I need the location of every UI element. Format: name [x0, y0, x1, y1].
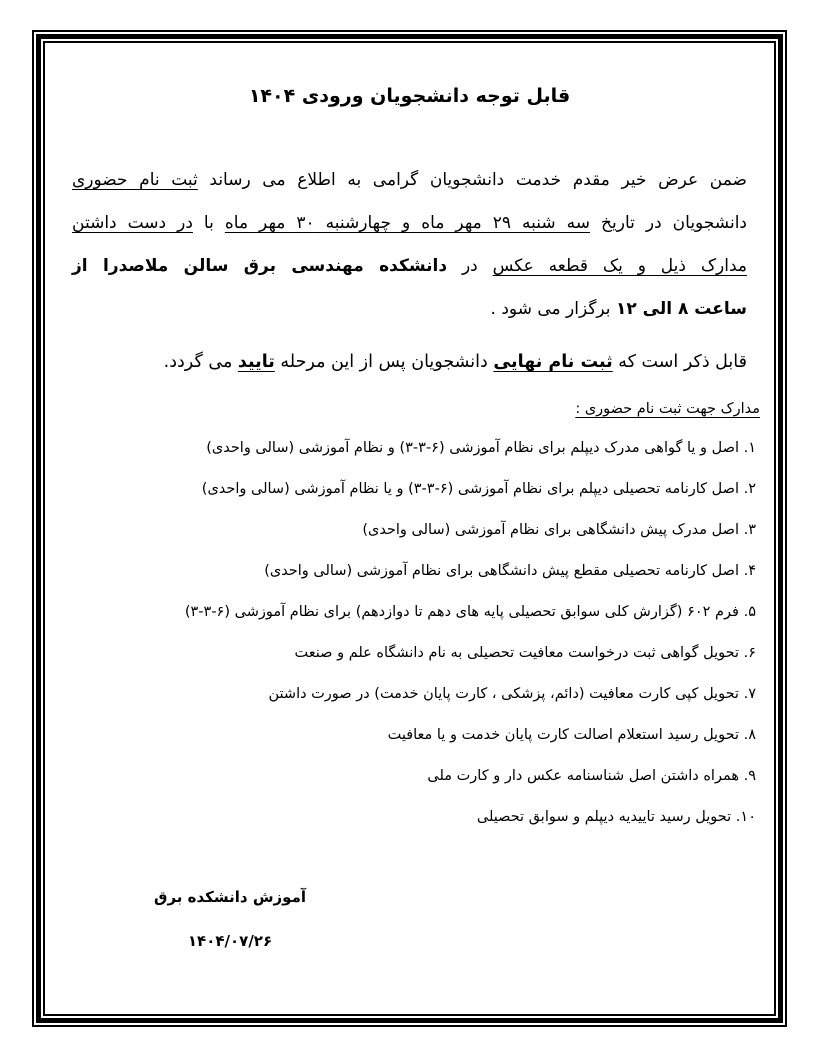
document-list-item-4: ۴. اصل کارنامه تحصیلی مقطع پیش دانشگاهی برای نظام آموزشی (سالی واحدی): [264, 563, 756, 579]
document-list-item-5: ۵. فرم ۶۰۲ (گزارش کلی سوابق تحصیلی پایه های دهم تا دوازدهم) برای نظام آموزشی (۶-۳-۳): [184, 604, 756, 620]
notice-title: قابل توجه دانشجویان ورودی ۱۴۰۴: [248, 85, 571, 107]
signature-date: ۱۴۰۴/۰۷/۲۶: [187, 932, 273, 950]
page-border-thick-line: [36, 34, 783, 1023]
document-list-item-7: ۷. تحویل کپی کارت معافیت (دائم، پزشکی ، کارت پایان خدمت) در صورت داشتن: [268, 686, 756, 702]
document-list-item-2: ۲. اصل کارنامه تحصیلی دیپلم برای نظام آموزشی (۶-۳-۳) و یا نظام آموزشی (سالی واحدی): [201, 481, 756, 497]
intro-line-3: [72, 245, 747, 288]
text-segment: مدارک ذیل و یک قطعه عکس: [492, 256, 747, 276]
final-registration-note: [72, 341, 747, 384]
document-list-item-3: ۳. اصل مدرک پیش دانشگاهی برای نظام آموزشی (سالی واحدی): [362, 522, 756, 538]
signature-department: آموزش دانشکده برق: [154, 888, 306, 906]
document-list-item-8: ۸. تحویل رسید استعلام اصالت کارت پایان خدمت و یا معافیت: [387, 727, 756, 743]
text-segment: دانشجویان پس از این مرحله: [274, 352, 494, 372]
document-list-item-9: ۹. همراه داشتن اصل شناسنامه عکس دار و کارت ملی: [427, 768, 756, 784]
text-segment: در: [447, 256, 493, 276]
document-list-item-6: ۶. تحویل گواهی ثبت درخواست معافیت تحصیلی به نام دانشگاه علم و صنعت: [294, 645, 756, 661]
page-border-frame: [32, 30, 787, 1027]
text-segment: دانشجویان در تاریخ: [590, 213, 747, 233]
text-segment: در دست داشتن: [72, 213, 193, 233]
documents-list: [72, 428, 756, 838]
intro-line-1: [72, 159, 747, 202]
documents-heading: مدارک جهت ثبت نام حضوری :: [575, 401, 760, 417]
text-segment: تایید: [237, 352, 275, 372]
document-list-item-10: ۱۰. تحویل رسید تاییدیه دیپلم و سوابق تحصیلی: [476, 809, 756, 825]
text-segment: ثبت نام نهایی: [493, 352, 613, 372]
intro-paragraph: [72, 159, 747, 331]
intro-line-2: [72, 202, 747, 245]
intro-line-4: [72, 288, 747, 331]
document-content: [45, 43, 774, 1014]
text-segment: دانشکده مهندسی برق سالن ملاصدرا از: [72, 256, 448, 276]
text-segment: با: [192, 213, 225, 233]
text-segment: برگزار می شود .: [490, 299, 616, 319]
text-segment: ثبت نام حضوری: [72, 170, 198, 190]
page-border-inner-line: [43, 41, 776, 1016]
documents-section: [72, 398, 760, 838]
signature-block: [154, 886, 306, 952]
text-segment: ضمن عرض خیر مقدم خدمت دانشجویان گرامی به اطلاع می رساند: [197, 170, 747, 190]
text-segment: سه شنبه ۲۹ مهر ماه و چهارشنبه ۳۰ مهر ماه: [224, 213, 591, 233]
text-segment: ساعت ۸ الی ۱۲: [615, 299, 747, 319]
text-segment: می گردد.: [163, 352, 238, 372]
document-list-item-1: ۱. اصل و یا گواهی مدرک دیپلم برای نظام آموزشی (۶-۳-۳) و نظام آموزشی (سالی واحدی): [206, 440, 756, 456]
text-segment: قابل ذکر است که: [612, 352, 747, 372]
